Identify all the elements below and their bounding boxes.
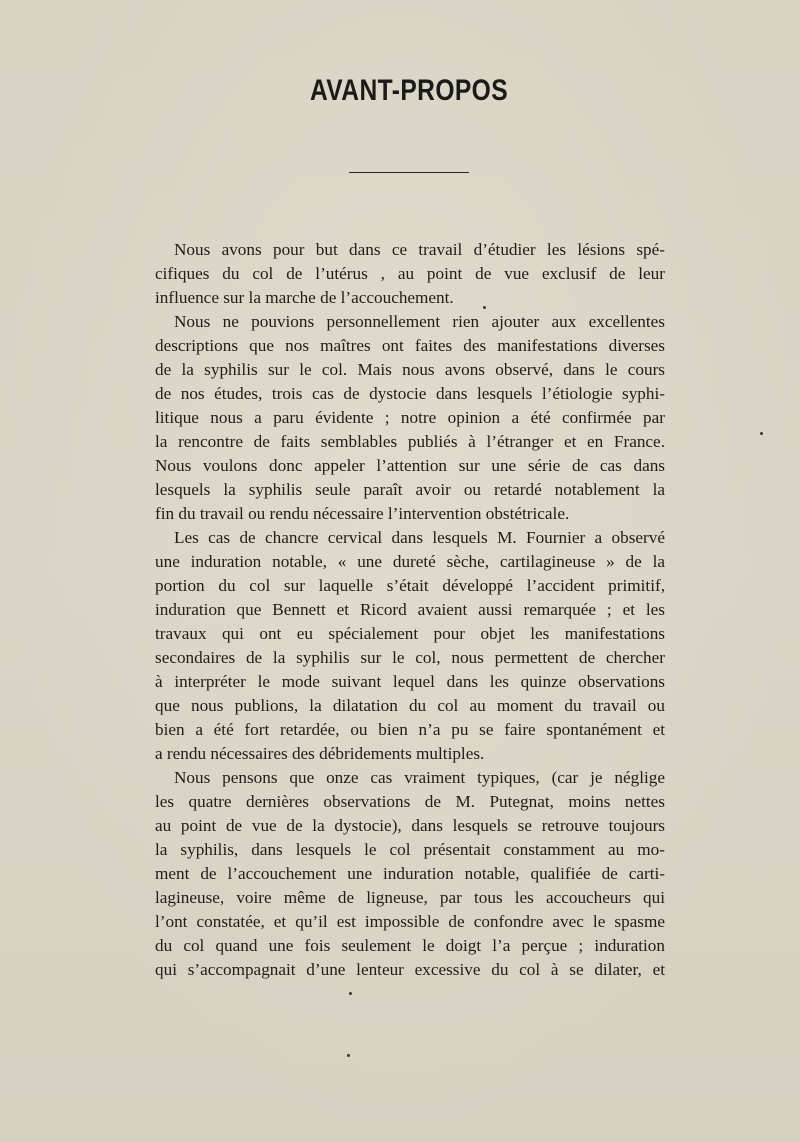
- text-line: Nous pensons que onze cas vraiment typiques, (car je néglige: [174, 768, 665, 787]
- text-line: Nous ne pouvions personnellement rien ajouter aux excellentes: [174, 312, 665, 331]
- text-line: de nos études, trois cas de dystocie dans lesquels l’étiologie syphi-: [155, 384, 665, 403]
- text-line: influence sur la marche de l’accouchement.: [155, 288, 454, 307]
- text-line: au point de vue de la dystocie), dans lesquels se retrouve toujours: [155, 816, 665, 835]
- text-line: une induration notable, « une dureté sèche, cartilagineuse » de la: [155, 552, 665, 571]
- text-line: de la syphilis sur le col. Mais nous avons observé, dans le cours: [155, 360, 665, 379]
- ink-speck: [760, 432, 763, 435]
- text-line: fin du travail ou rendu nécessaire l’intervention obstétricale.: [155, 504, 570, 523]
- text-line: qui s’accompagnait d’une lenteur excessive du col à se dilater, et: [155, 960, 665, 979]
- text-line: Nous voulons donc appeler l’attention sur une série de cas dans: [155, 456, 665, 475]
- text-line: portion du col sur laquelle s’était développé l’accident primitif,: [155, 576, 665, 595]
- text-line: l’ont constatée, et qu’il est impossible de confondre avec le spasme: [155, 912, 665, 931]
- text-line: induration que Bennett et Ricord avaient aussi remarquée ; et les: [155, 600, 665, 619]
- text-line: lesquels la syphilis seule paraît avoir ou retardé notablement la: [155, 480, 665, 499]
- text-line: Nous avons pour but dans ce travail d’étudier les lésions spé-: [174, 240, 665, 259]
- text-line: du col quand une fois seulement le doigt l’a perçue ; induration: [155, 936, 665, 955]
- text-line: Les cas de chancre cervical dans lesquels M. Fournier a observé: [174, 528, 665, 547]
- text-line: cifiques du col de l’utérus , au point de vue exclusif de leur: [155, 264, 665, 283]
- body-text: [155, 238, 665, 982]
- text-line: descriptions que nos maîtres ont faites des manifestations diverses: [155, 336, 665, 355]
- text-line: a rendu nécessaires des débridements multiples.: [155, 744, 485, 763]
- text-line: à interpréter le mode suivant lequel dans les quinze observations: [155, 672, 665, 691]
- ink-speck: [347, 1054, 350, 1057]
- text-line: secondaires de la syphilis sur le col, nous permettent de chercher: [155, 648, 665, 667]
- text-line: ment de l’accouchement une induration notable, qualifiée de carti-: [155, 864, 665, 883]
- ink-speck: [349, 992, 352, 995]
- text-line: les quatre dernières observations de M. Putegnat, moins nettes: [155, 792, 665, 811]
- title-rule: [349, 172, 469, 173]
- ink-speck: [483, 306, 486, 309]
- text-line: travaux qui ont eu spécialement pour objet les manifestations: [155, 624, 665, 643]
- text-line: la rencontre de faits semblables publiés à l’étranger et en France.: [155, 432, 665, 451]
- text-line: bien a été fort retardée, ou bien n’a pu se faire spontanément et: [155, 720, 665, 739]
- text-line: lagineuse, voire même de ligneuse, par tous les accoucheurs qui: [155, 888, 665, 907]
- text-line: la syphilis, dans lesquels le col présentait constamment au mo-: [155, 840, 665, 859]
- text-line: litique nous a paru évidente ; notre opinion a été confirmée par: [155, 408, 665, 427]
- text-line: que nous publions, la dilatation du col au moment du travail ou: [155, 696, 665, 715]
- page-title: AVANT-PROPOS: [309, 74, 509, 107]
